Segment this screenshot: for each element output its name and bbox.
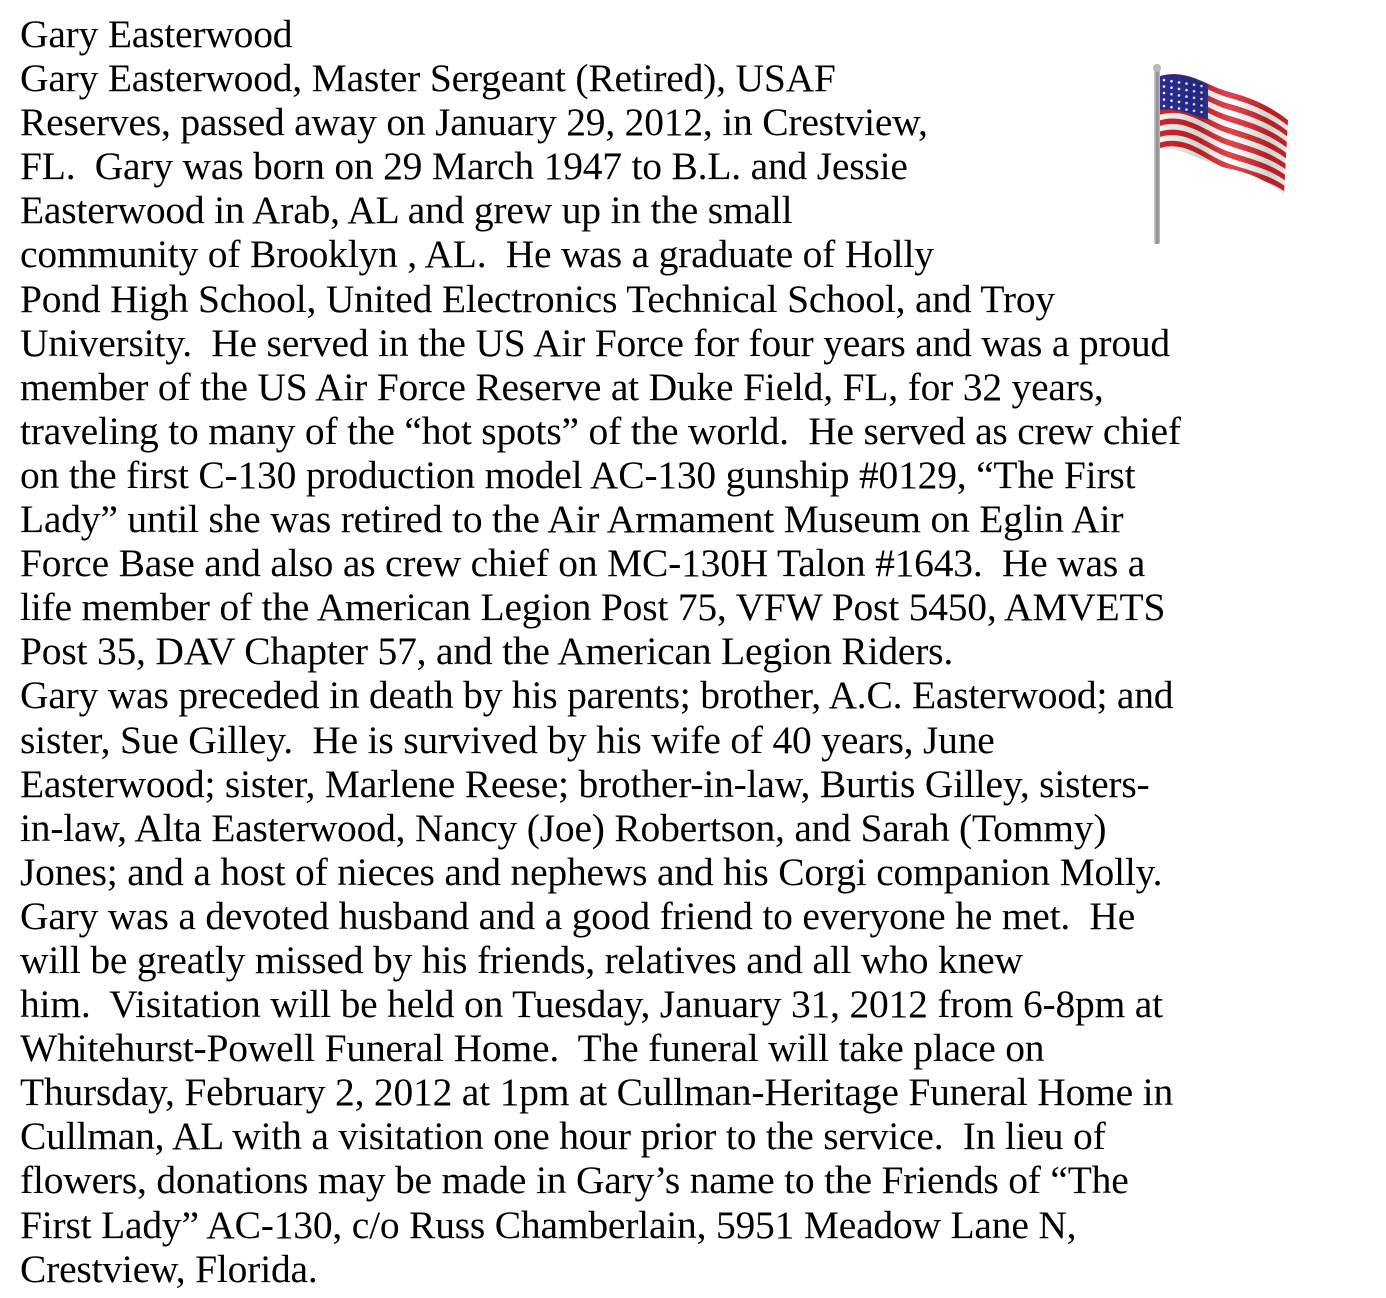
text-line: sister, Sue Gilley. He is survived by his wife of 40 years, June <box>20 717 995 762</box>
text-line: Gary was a devoted husband and a good friend to everyone he met. He <box>20 893 1136 938</box>
text-line: First Lady” AC-130, c/o Russ Chamberlain, 5951 Meadow Lane N, <box>20 1202 1077 1247</box>
paragraph-services <box>20 894 1370 1291</box>
text-line: Reserves, passed away on January 29, 2012, in Crestview, <box>20 100 928 145</box>
text-line: Force Base and also as crew chief on MC-130H Talon #1643. He was a <box>20 541 1146 586</box>
text-line: Lady” until she was retired to the Air Armament Museum on Eglin Air <box>20 497 1124 542</box>
text-line: Easterwood; sister, Marlene Reese; brother-in-law, Burtis Gilley, sisters- <box>20 761 1150 806</box>
text-line: Jones; and a host of nieces and nephews and his Corgi companion Molly. <box>20 849 1163 894</box>
text-line: member of the US Air Force Reserve at Duke Field, FL, for 32 years, <box>20 364 1104 409</box>
text-line: Thursday, February 2, 2012 at 1pm at Cullman-Heritage Funeral Home in <box>20 1070 1173 1115</box>
flag-pole <box>1154 68 1160 244</box>
text-line: will be greatly missed by his friends, relatives and all who knew <box>20 937 1023 982</box>
american-flag-icon <box>1148 62 1298 247</box>
text-line: FL. Gary was born on 29 March 1947 to B.L. and Jessie <box>20 144 908 189</box>
text-line: Cullman, AL with a visitation one hour prior to the service. In lieu of <box>20 1114 1106 1159</box>
text-line: Whitehurst-Powell Funeral Home. The funeral will take place on <box>20 1026 1045 1071</box>
text-line: Post 35, DAV Chapter 57, and the American Legion Riders. <box>20 629 954 674</box>
text-line: Crestview, Florida. <box>20 1246 318 1291</box>
text-line: Pond High School, United Electronics Technical School, and Troy <box>20 276 1055 321</box>
text-line: Gary was preceded in death by his parents; brother, A.C. Easterwood; and <box>20 673 1174 718</box>
text-line: Gary Easterwood, Master Sergeant (Retired), USAF <box>20 56 836 101</box>
text-line: University. He served in the US Air Force for four years and was a proud <box>20 320 1170 365</box>
paragraph-family <box>20 673 1370 893</box>
obituary-title: Gary Easterwood <box>20 12 293 56</box>
text-line: traveling to many of the “hot spots” of the world. He served as crew chief <box>20 408 1181 453</box>
text-line: flowers, donations may be made in Gary’s name to the Friends of “The <box>20 1158 1129 1203</box>
text-line: Easterwood in Arab, AL and grew up in the small <box>20 188 793 233</box>
text-line: life member of the American Legion Post 75, VFW Post 5450, AMVETS <box>20 585 1166 630</box>
flag-pole-finial <box>1153 64 1161 72</box>
text-line: him. Visitation will be held on Tuesday, January 31, 2012 from 6-8pm at <box>20 982 1163 1027</box>
text-line: in-law, Alta Easterwood, Nancy (Joe) Robertson, and Sarah (Tommy) <box>20 805 1107 850</box>
text-line: on the first C-130 production model AC-130 gunship #0129, “The First <box>20 452 1136 497</box>
text-line: community of Brooklyn , AL. He was a graduate of Holly <box>20 232 934 277</box>
